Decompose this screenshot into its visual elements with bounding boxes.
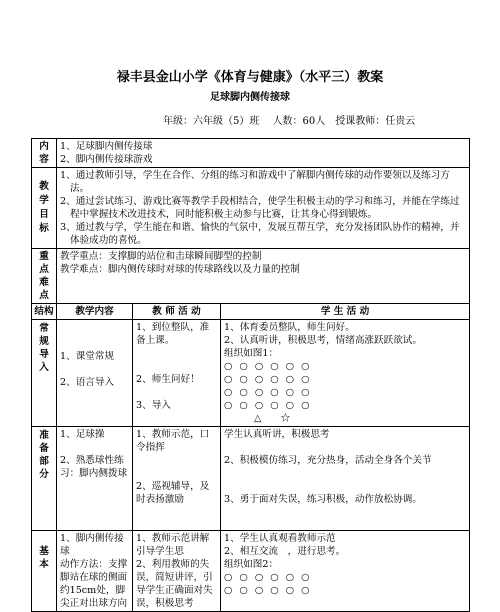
objectives-label: 教 学 目 标 — [32, 168, 57, 249]
section-row-warmup — [32, 427, 470, 531]
content-label: 内 容 — [32, 139, 57, 168]
section-teacher-warmup: 1、教师示范，口令指挥 2、巡视辅导，及时表扬激励 — [133, 427, 221, 531]
objectives-row — [32, 168, 470, 249]
keypoint-line: 教学难点：脚内侧传球时对球的传球路线以及力量的控制 — [60, 264, 300, 275]
content-line: 2、脚内侧传接球游戏 — [60, 154, 153, 165]
class-info: 年级：六年级（5）班 人数：60人 授课教师：任贵云 — [163, 116, 416, 127]
lesson-table — [31, 138, 470, 612]
objectives-cell — [57, 168, 470, 249]
content-row — [32, 139, 470, 168]
section-teacher-main: 1、教师示范讲解引导学生思 2、利用教师的失误，简短讲评，引导学生正确面对失误，积极思考 — [133, 531, 221, 612]
section-teacher-intro: 1、到位整队，准备上课。 2、师生问好！ 3、导入 — [133, 320, 221, 427]
section-content-main: 1、脚内侧传接球 动作方法：支撑脚站在球的侧面约15cm处，脚尖正对出球方向 — [57, 531, 133, 612]
header-structure: 结构 — [32, 304, 57, 320]
header-teacher: 教 师 活 动 — [133, 304, 221, 320]
section-row-intro — [32, 320, 470, 427]
keypoints-row — [32, 249, 470, 304]
keypoints-label: 重点 难点 — [32, 249, 57, 304]
objective-line: 3、通过教与学，学生能在和谐、愉快的气氛中，发展互帮互学，充分发扬团队协作的精神，并体验成功的喜悦。 — [60, 222, 460, 246]
page-subtitle: 足球脚内侧传接球 — [210, 92, 290, 103]
formation-diagram-1: ○ ○ ○ ○ ○ ○ ○ ○ ○ ○ ○ ○ ○ ○ ○ ○ ○ ○ ○ ○ ○ ○ ○ ○ △ ☆ — [224, 360, 466, 425]
section-content-intro: 1、课堂常规 2、语言导入 — [57, 320, 133, 427]
section-student-intro: 1、体育委员整队，师生问好。 2、认真听讲，积极思考，情绪高涨跃跃欲试。 组织如图1： ○ ○ ○ ○ ○ ○ ○ ○ ○ ○ ○ ○ ○ ○ ○ ○ ○ ○ ○ ○ ○ ○ ○ ○ △ ☆ — [221, 320, 470, 427]
section-content-warmup: 1、足球操 2、熟悉球性练习：脚内侧拨球 — [57, 427, 133, 531]
page-title: 禄丰县金山小学《体育与健康》（水平三）教案 — [116, 70, 384, 85]
content-cell — [57, 139, 470, 168]
section-label-warmup: 准 备 部 分 — [32, 427, 57, 531]
objective-line: 2、通过尝试练习、游戏比赛等教学手段相结合，使学生积极主动的学习和练习，并能在学练过程中掌握技术改进技术，同时能积极主动参与比赛，让其身心得到锻炼。 — [60, 196, 460, 220]
table-header-row — [32, 304, 470, 320]
formation-diagram-2: ○ ○ ○ ○ ○ ○ ○ ○ ○ ○ ○ ○ — [224, 572, 312, 596]
objective-line: 1、通过教师引导，学生在合作、分组的练习和游戏中了解脚内侧传球的动作要领以及练习方法。 — [60, 170, 450, 194]
keypoints-cell — [57, 249, 470, 304]
keypoint-line: 教学重点：支撑脚的站位和击球瞬间脚型的控制 — [60, 251, 262, 262]
section-row-main — [32, 531, 470, 612]
section-student-warmup: 学生认真听讲，积极思考 2、积极模仿练习，充分热身，活动全身各个关节 3、勇于面对失误，练习积极，动作放松协调。 — [221, 427, 470, 531]
header-student: 学 生 活 动 — [221, 304, 470, 320]
section-label-main: 基 本 — [32, 531, 57, 612]
header-content: 教学内容 — [57, 304, 133, 320]
section-student-main: 1、学生认真观看教师示范 2、相互交流 ，进行思考。 组织如图2： ○ ○ ○ ○ ○ ○ ○ ○ ○ ○ ○ ○ — [221, 531, 470, 612]
formation-marks: △ ☆ — [254, 413, 291, 424]
section-label-intro: 常 规 导 入 — [32, 320, 57, 427]
content-line: 1、足球脚内侧传接球 — [60, 141, 153, 152]
